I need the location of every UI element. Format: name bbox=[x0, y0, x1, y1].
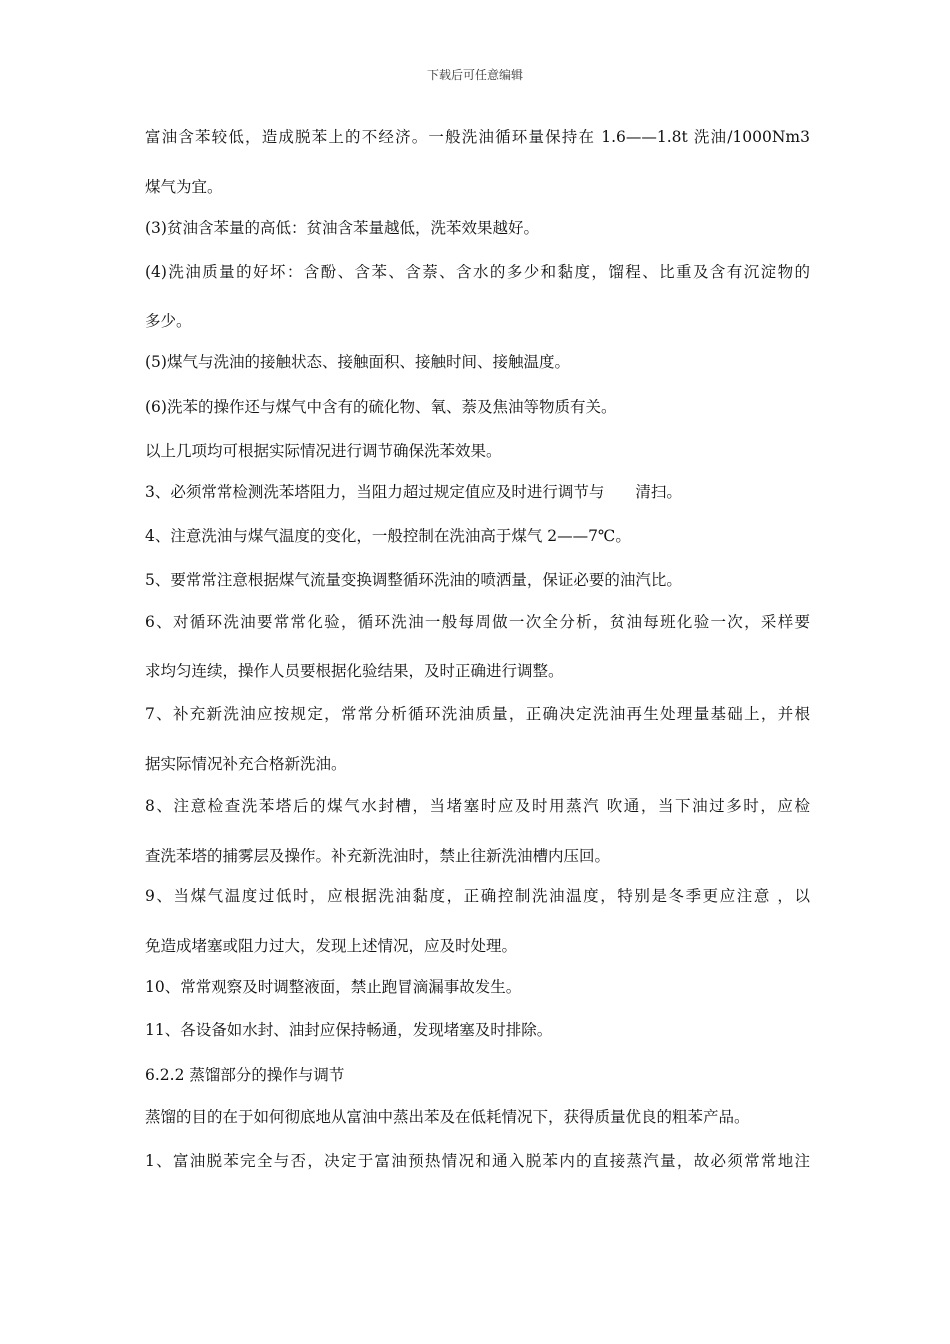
text-line: 多少。 bbox=[145, 312, 192, 330]
text-line: 据实际情况补充合格新洗油。 bbox=[145, 755, 347, 773]
text-line: 富油含苯较低，造成脱苯上的不经济。一般洗油循环量保持在 1.6——1.8t 洗油/1000Nm3 bbox=[145, 128, 810, 146]
text-line: 6、对循环洗油要常常化验，循环洗油一般每周做一次全分析，贫油每班化验一次，采样要 bbox=[145, 613, 810, 631]
text-line: (4)洗油质量的好坏：含酚、含苯、含萘、含水的多少和黏度，馏程、比重及含有沉淀物的 bbox=[145, 263, 810, 281]
text-line: 7、补充新洗油应按规定，常常分析循环洗油质量，正确决定洗油再生处理量基础上，并根 bbox=[145, 705, 810, 723]
text-line: 5、要常常注意根据煤气流量变换调整循环洗油的喷洒量，保证必要的油汽比。 bbox=[145, 571, 682, 589]
text-line: 以上几项均可根据实际情况进行调节确保洗苯效果。 bbox=[145, 442, 502, 460]
text-line: 1、富油脱苯完全与否，决定于富油预热情况和通入脱苯内的直接蒸汽量，故必须常常地注 bbox=[145, 1152, 810, 1170]
text-line: 3、必须常常检测洗苯塔阻力，当阻力超过规定值应及时进行调节与 清扫。 bbox=[145, 483, 682, 501]
text-line: 求均匀连续，操作人员要根据化验结果，及时正确进行调整。 bbox=[145, 662, 564, 680]
text-line: 8、注意检查洗苯塔后的煤气水封槽，当堵塞时应及时用蒸汽 吹通，当下油过多时，应检 bbox=[145, 797, 810, 815]
page-header: 下载后可任意编辑 bbox=[426, 68, 523, 82]
text-line: (5)煤气与洗油的接触状态、接触面积、接触时间、接触温度。 bbox=[145, 353, 570, 371]
section-heading: 6.2.2 蒸馏部分的操作与调节 bbox=[145, 1066, 345, 1084]
text-line: 4、注意洗油与煤气温度的变化，一般控制在洗油高于煤气 2——7℃。 bbox=[145, 527, 631, 545]
text-line: (6)洗苯的操作还与煤气中含有的硫化物、氧、萘及焦油等物质有关。 bbox=[145, 398, 617, 416]
text-line: (3)贫油含苯量的高低：贫油含苯量越低，洗苯效果越好。 bbox=[145, 219, 539, 237]
text-line: 10、常常观察及时调整液面，禁止跑冒滴漏事故发生。 bbox=[145, 978, 522, 996]
text-line: 煤气为宜。 bbox=[145, 178, 223, 196]
text-line: 查洗苯塔的捕雾层及操作。补充新洗油时，禁止往新洗油槽内压回。 bbox=[145, 847, 611, 865]
text-line: 免造成堵塞或阻力过大，发现上述情况，应及时处理。 bbox=[145, 937, 518, 955]
text-line: 9、当煤气温度过低时，应根据洗油黏度，正确控制洗油温度，特别是冬季更应注意 ，以 bbox=[145, 887, 810, 905]
text-line: 蒸馏的目的在于如何彻底地从富油中蒸出苯及在低耗情况下，获得质量优良的粗苯产品。 bbox=[145, 1108, 750, 1126]
text-line: 11、各设备如水封、油封应保持畅通，发现堵塞及时排除。 bbox=[145, 1021, 553, 1039]
